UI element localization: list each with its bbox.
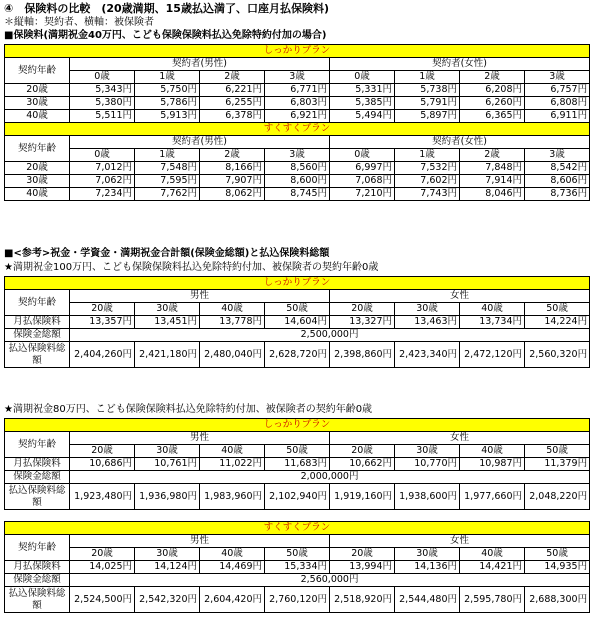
reference-table-2 <box>4 418 590 510</box>
cell: 15,334円 <box>265 561 330 574</box>
age-head: 0歳 <box>330 71 395 84</box>
female-head: 契約者(女性) <box>330 58 590 71</box>
cell: 8,046円 <box>460 188 525 201</box>
total-paid-label: 払込保険料総額 <box>5 484 70 510</box>
table-row <box>5 84 590 97</box>
total-paid-label: 払込保険料総額 <box>5 342 70 368</box>
cell: 2,604,420円 <box>200 587 265 613</box>
age-head: 3歳 <box>265 71 330 84</box>
cell: 5,750円 <box>135 84 200 97</box>
cell: 5,913円 <box>135 110 200 123</box>
age-head: 30歳 <box>135 548 200 561</box>
monthly-label: 月払保険料 <box>5 561 70 574</box>
cell: 6,911円 <box>525 110 590 123</box>
age-head: 3歳 <box>265 149 330 162</box>
plan-banner: すくすくプラン <box>5 522 590 535</box>
age-head: 0歳 <box>70 71 135 84</box>
cell: 5,385円 <box>330 97 395 110</box>
cell: 5,494円 <box>330 110 395 123</box>
row-head: 契約年齢 <box>5 58 70 84</box>
cell: 2,048,220円 <box>525 484 590 510</box>
age-head: 2歳 <box>460 149 525 162</box>
cell: 8,560円 <box>265 162 330 175</box>
total-paid-label: 払込保険料総額 <box>5 587 70 613</box>
cell: 1,938,600円 <box>395 484 460 510</box>
age-head: 1歳 <box>135 149 200 162</box>
section2-title: ■<参考>祝金・学資金・満期祝金合計額(保険金総額)と払込保険料総額 <box>4 248 330 259</box>
cell: 6,221円 <box>200 84 265 97</box>
cell: 6,260円 <box>460 97 525 110</box>
table-row <box>5 329 590 342</box>
cell: 11,022円 <box>200 458 265 471</box>
total-ins-label: 保険金総額 <box>5 574 70 587</box>
cell: 7,743円 <box>395 188 460 201</box>
row-head: 契約年齢 <box>5 432 70 458</box>
cell: 7,234円 <box>70 188 135 201</box>
age-head: 30歳 <box>395 445 460 458</box>
total-ins-label: 保険金総額 <box>5 329 70 342</box>
cell: 14,124円 <box>135 561 200 574</box>
cell: 2,518,920円 <box>330 587 395 613</box>
cell: 6,771円 <box>265 84 330 97</box>
cell: 1,919,160円 <box>330 484 395 510</box>
cell: 1,936,980円 <box>135 484 200 510</box>
cell: 14,421円 <box>460 561 525 574</box>
age-head: 50歳 <box>265 445 330 458</box>
cell: 11,683円 <box>265 458 330 471</box>
male-head: 契約者(男性) <box>70 136 330 149</box>
row-age: 30歳 <box>5 97 70 110</box>
cell: 1,983,960円 <box>200 484 265 510</box>
cell: 2,760,120円 <box>265 587 330 613</box>
age-head: 30歳 <box>395 303 460 316</box>
cell: 2,398,860円 <box>330 342 395 368</box>
cell: 7,914円 <box>460 175 525 188</box>
age-head: 1歳 <box>395 71 460 84</box>
age-head: 20歳 <box>330 303 395 316</box>
age-head: 1歳 <box>395 149 460 162</box>
cell: 8,542円 <box>525 162 590 175</box>
female-head: 女性 <box>330 432 590 445</box>
cell: 6,757円 <box>525 84 590 97</box>
table-row <box>5 110 590 123</box>
cell: 10,987円 <box>460 458 525 471</box>
cell: 7,907円 <box>200 175 265 188</box>
age-head: 50歳 <box>525 303 590 316</box>
cell: 7,210円 <box>330 188 395 201</box>
female-head: 契約者(女性) <box>330 136 590 149</box>
cell: 8,062円 <box>200 188 265 201</box>
age-head: 40歳 <box>460 303 525 316</box>
table-row <box>5 561 590 574</box>
total-ins-label: 保険金総額 <box>5 471 70 484</box>
cell: 2,404,260円 <box>70 342 135 368</box>
cell: 8,736円 <box>525 188 590 201</box>
table-row <box>5 162 590 175</box>
cell: 7,595円 <box>135 175 200 188</box>
cell: 10,662円 <box>330 458 395 471</box>
row-age: 20歳 <box>5 162 70 175</box>
cell: 7,762円 <box>135 188 200 201</box>
plan-banner: しっかりプラン <box>5 277 590 290</box>
page-title: ④ 保険料の比較 (20歳満期、15歳払込満了、口座月払保険料) <box>4 2 329 15</box>
table-row <box>5 484 590 510</box>
age-head: 50歳 <box>265 548 330 561</box>
age-head: 2歳 <box>200 149 265 162</box>
cell: 2,102,940円 <box>265 484 330 510</box>
cell: 5,511円 <box>70 110 135 123</box>
condition-1: ★満期祝金100万円、こども保険保険料払込免除特約付加、被保険者の契約年齢0歳 <box>4 262 379 273</box>
cell: 14,469円 <box>200 561 265 574</box>
age-head: 3歳 <box>525 71 590 84</box>
monthly-label: 月払保険料 <box>5 458 70 471</box>
cell: 5,786円 <box>135 97 200 110</box>
cell: 2,560,320円 <box>525 342 590 368</box>
age-head: 20歳 <box>70 445 135 458</box>
cell: 13,463円 <box>395 316 460 329</box>
total-ins-value: 2,000,000円 <box>70 471 590 484</box>
row-age: 20歳 <box>5 84 70 97</box>
cell: 10,770円 <box>395 458 460 471</box>
cell: 8,745円 <box>265 188 330 201</box>
cell: 13,994円 <box>330 561 395 574</box>
cell: 10,761円 <box>135 458 200 471</box>
plan-banner: しっかりプラン <box>5 419 590 432</box>
cell: 13,451円 <box>135 316 200 329</box>
cell: 13,357円 <box>70 316 135 329</box>
reference-table-3 <box>4 521 590 613</box>
age-head: 50歳 <box>525 445 590 458</box>
age-head: 20歳 <box>70 548 135 561</box>
table-row <box>5 587 590 613</box>
cell: 7,548円 <box>135 162 200 175</box>
age-head: 1歳 <box>135 71 200 84</box>
premium-table <box>4 44 590 201</box>
total-ins-value: 2,560,000円 <box>70 574 590 587</box>
age-head: 40歳 <box>460 548 525 561</box>
male-head: 男性 <box>70 290 330 303</box>
age-head: 20歳 <box>330 548 395 561</box>
age-head: 30歳 <box>135 303 200 316</box>
female-head: 女性 <box>330 535 590 548</box>
cell: 5,343円 <box>70 84 135 97</box>
section1-title: ■保険料(満期祝金40万円、こども保険保険料払込免除特約付加の場合) <box>4 30 327 41</box>
table-row <box>5 342 590 368</box>
cell: 8,166円 <box>200 162 265 175</box>
cell: 6,921円 <box>265 110 330 123</box>
cell: 14,935円 <box>525 561 590 574</box>
cell: 7,062円 <box>70 175 135 188</box>
table-row <box>5 471 590 484</box>
cell: 2,421,180円 <box>135 342 200 368</box>
axis-note: ＊縦軸：契約者、横軸：被保険者 <box>4 17 154 28</box>
row-age: 30歳 <box>5 175 70 188</box>
table-row <box>5 188 590 201</box>
cell: 8,600円 <box>265 175 330 188</box>
cell: 7,848円 <box>460 162 525 175</box>
table-row <box>5 97 590 110</box>
age-head: 40歳 <box>200 445 265 458</box>
cell: 2,628,720円 <box>265 342 330 368</box>
row-head: 契約年齢 <box>5 535 70 561</box>
age-head: 20歳 <box>70 303 135 316</box>
cell: 14,604円 <box>265 316 330 329</box>
cell: 14,224円 <box>525 316 590 329</box>
cell: 10,686円 <box>70 458 135 471</box>
cell: 6,365円 <box>460 110 525 123</box>
age-head: 30歳 <box>395 548 460 561</box>
cell: 14,136円 <box>395 561 460 574</box>
cell: 5,331円 <box>330 84 395 97</box>
row-age: 40歳 <box>5 110 70 123</box>
plan-b-banner: すくすくプラン <box>5 123 590 136</box>
row-age: 40歳 <box>5 188 70 201</box>
cell: 13,734円 <box>460 316 525 329</box>
plan-a-banner: しっかりプラン <box>5 45 590 58</box>
cell: 2,480,040円 <box>200 342 265 368</box>
cell: 7,068円 <box>330 175 395 188</box>
age-head: 20歳 <box>330 445 395 458</box>
row-head: 契約年齢 <box>5 290 70 316</box>
age-head: 0歳 <box>330 149 395 162</box>
cell: 14,025円 <box>70 561 135 574</box>
age-head: 2歳 <box>200 71 265 84</box>
cell: 11,379円 <box>525 458 590 471</box>
cell: 8,606円 <box>525 175 590 188</box>
cell: 6,378円 <box>200 110 265 123</box>
cell: 7,532円 <box>395 162 460 175</box>
cell: 2,542,320円 <box>135 587 200 613</box>
table-row <box>5 175 590 188</box>
age-head: 40歳 <box>200 303 265 316</box>
condition-2: ★満期祝金80万円、こども保険保険料払込免除特約付加、被保険者の契約年齢0歳 <box>4 404 373 415</box>
monthly-label: 月払保険料 <box>5 316 70 329</box>
cell: 2,544,480円 <box>395 587 460 613</box>
cell: 5,380円 <box>70 97 135 110</box>
male-head: 男性 <box>70 535 330 548</box>
table-row <box>5 574 590 587</box>
cell: 13,327円 <box>330 316 395 329</box>
cell: 5,791円 <box>395 97 460 110</box>
cell: 2,423,340円 <box>395 342 460 368</box>
cell: 2,524,500円 <box>70 587 135 613</box>
row-head: 契約年齢 <box>5 136 70 162</box>
age-head: 40歳 <box>460 445 525 458</box>
cell: 6,803円 <box>265 97 330 110</box>
male-head: 契約者(男性) <box>70 58 330 71</box>
cell: 2,688,300円 <box>525 587 590 613</box>
cell: 2,472,120円 <box>460 342 525 368</box>
age-head: 50歳 <box>265 303 330 316</box>
cell: 7,602円 <box>395 175 460 188</box>
cell: 7,012円 <box>70 162 135 175</box>
age-head: 3歳 <box>525 149 590 162</box>
age-head: 30歳 <box>135 445 200 458</box>
cell: 1,977,660円 <box>460 484 525 510</box>
age-head: 40歳 <box>200 548 265 561</box>
age-head: 2歳 <box>460 71 525 84</box>
cell: 6,208円 <box>460 84 525 97</box>
cell: 2,595,780円 <box>460 587 525 613</box>
cell: 6,997円 <box>330 162 395 175</box>
cell: 1,923,480円 <box>70 484 135 510</box>
cell: 5,897円 <box>395 110 460 123</box>
table-row <box>5 458 590 471</box>
cell: 5,738円 <box>395 84 460 97</box>
reference-table-1 <box>4 276 590 368</box>
age-head: 50歳 <box>525 548 590 561</box>
female-head: 女性 <box>330 290 590 303</box>
cell: 6,255円 <box>200 97 265 110</box>
cell: 6,808円 <box>525 97 590 110</box>
total-ins-value: 2,500,000円 <box>70 329 590 342</box>
male-head: 男性 <box>70 432 330 445</box>
cell: 13,778円 <box>200 316 265 329</box>
age-head: 0歳 <box>70 149 135 162</box>
table-row <box>5 316 590 329</box>
